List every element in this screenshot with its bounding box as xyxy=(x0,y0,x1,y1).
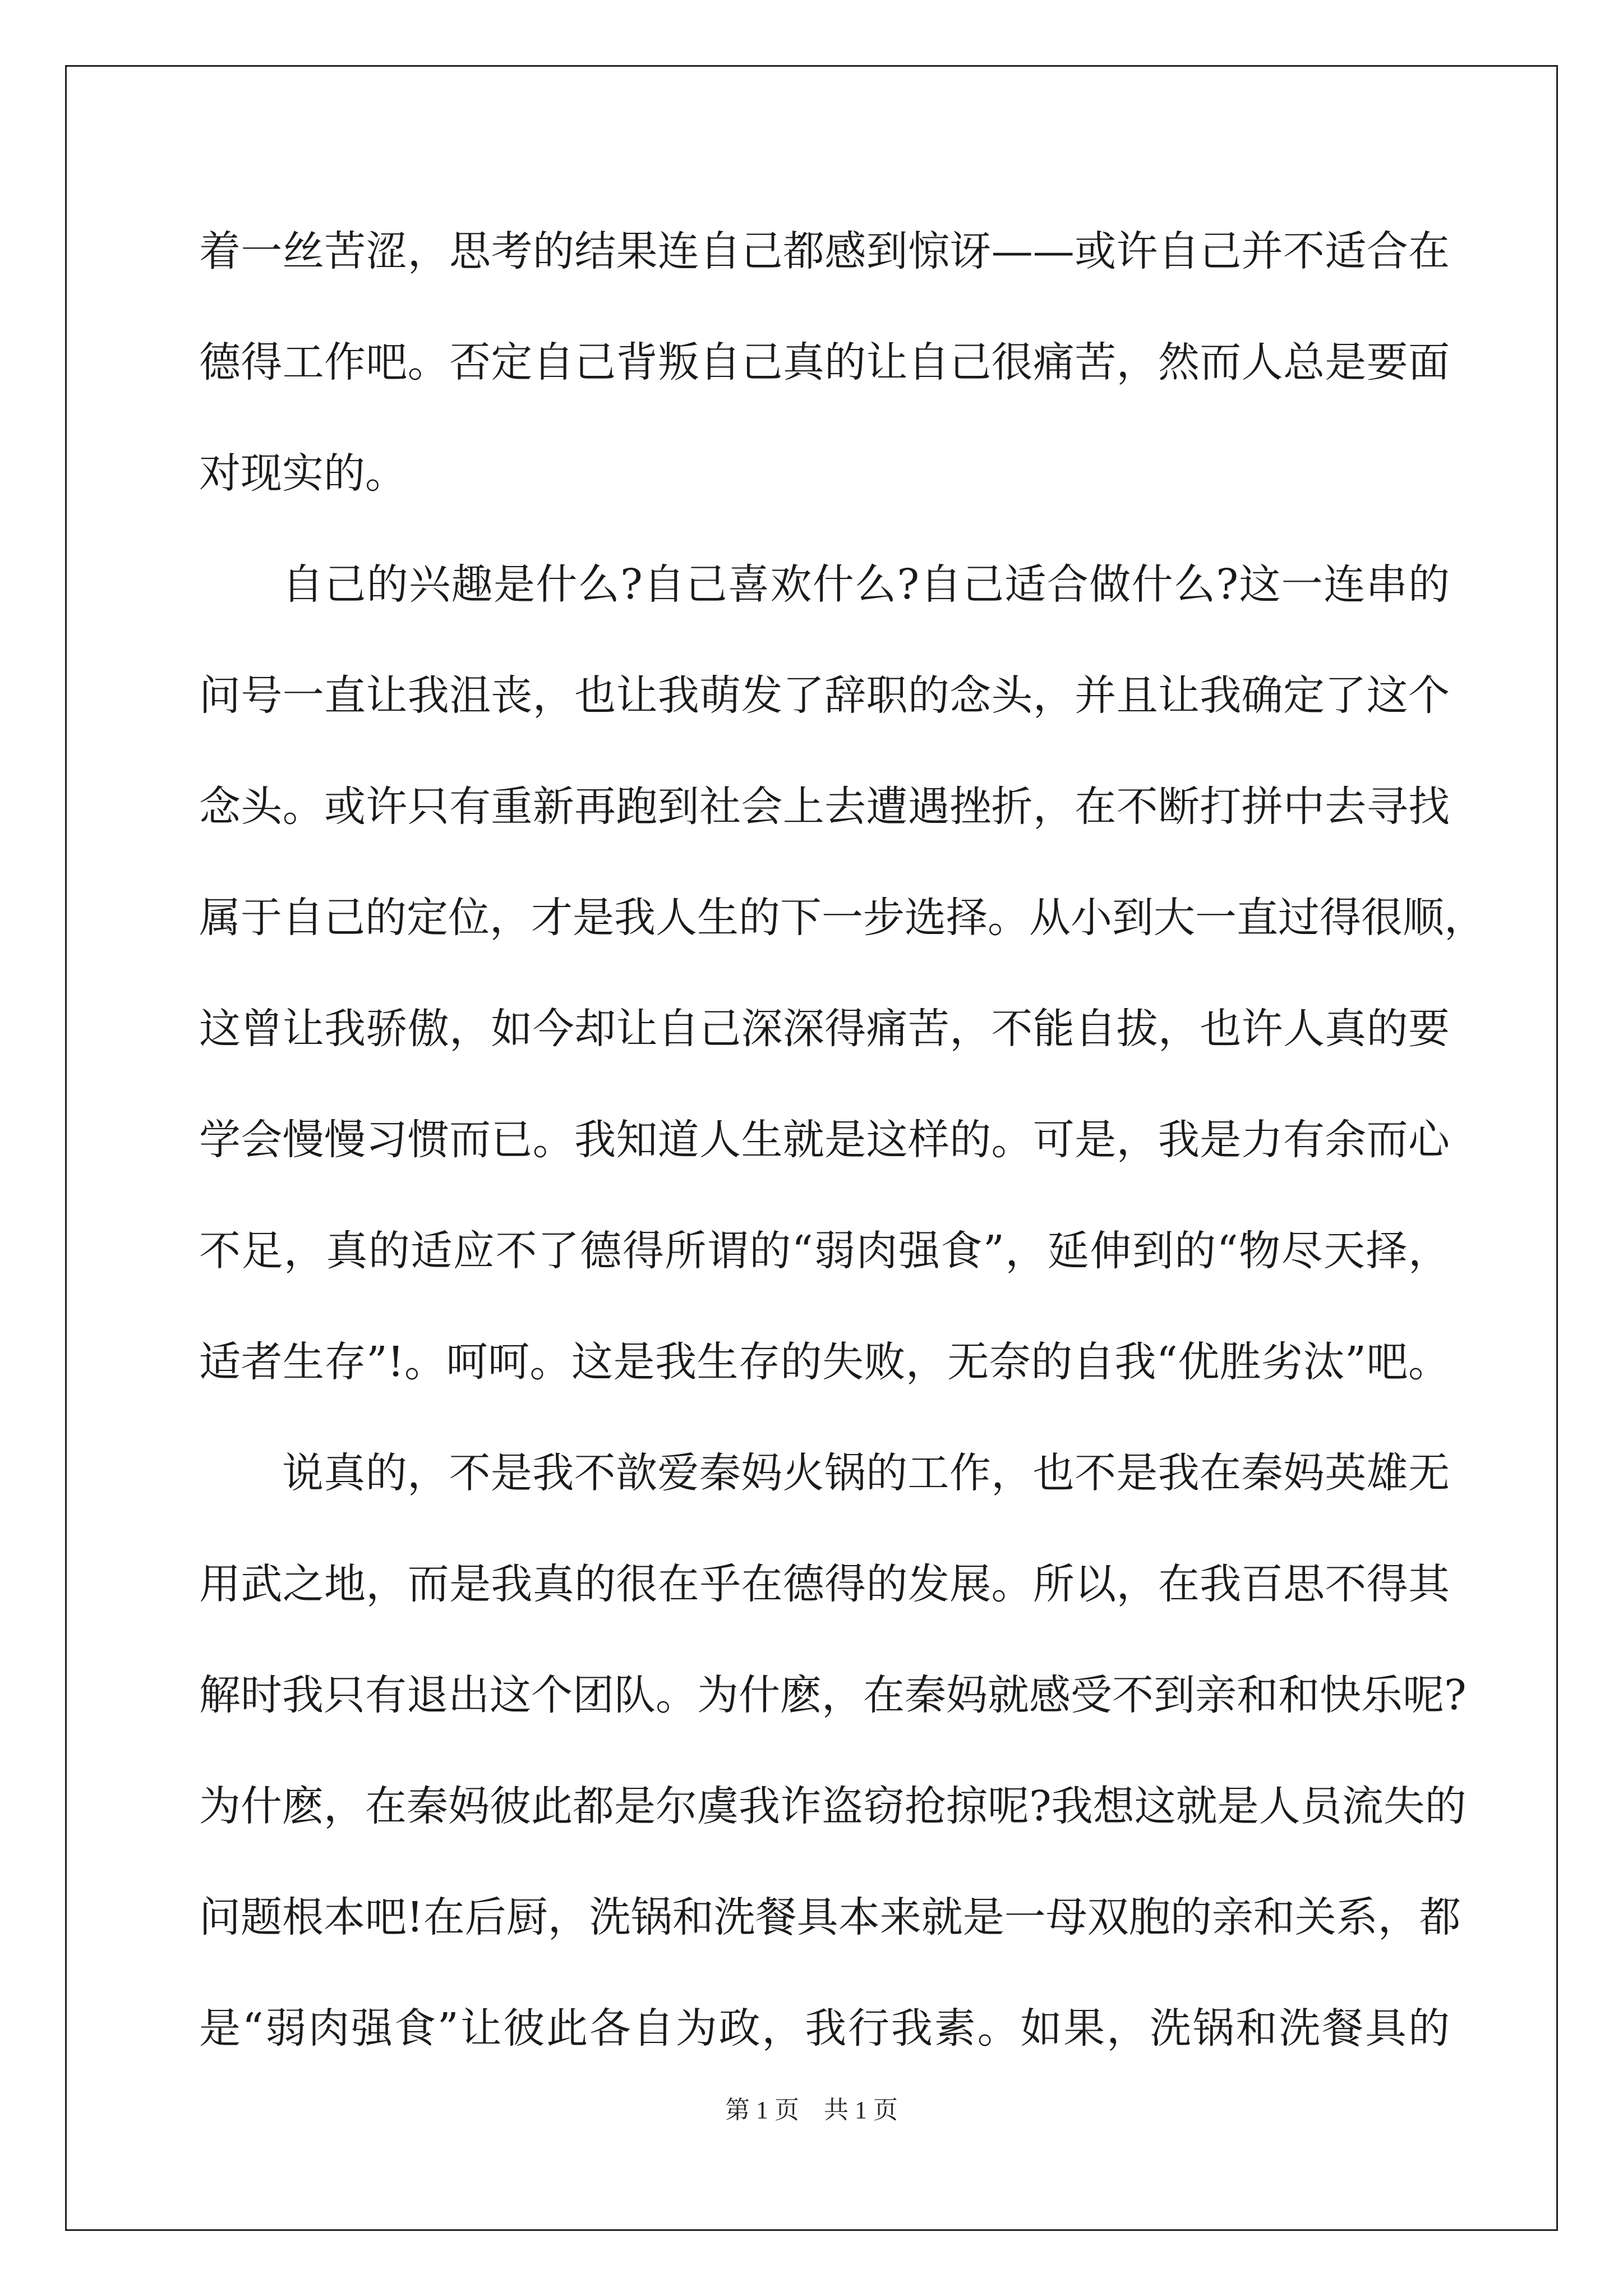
text-line: 自己的兴趣是什么?自己喜欢什么?自己适合做什么?这一连串的 xyxy=(282,560,1450,609)
text-line: 解时我只有退出这个团队。为什麽，在秦妈就感受不到亲和和快乐呢? xyxy=(199,1671,1467,1719)
text-line: 着一丝苦涩，思考的结果连自己都感到惊讶——或许自己并不适合在 xyxy=(199,227,1450,275)
document-body xyxy=(199,218,1486,2106)
text-line: 学会慢慢习惯而已。我知道人生就是这样的。可是，我是力有余而心 xyxy=(199,1116,1450,1164)
text-line: 是“弱肉强食”让彼此各自为政，我行我素。如果，洗锅和洗餐具的 xyxy=(199,2004,1450,2053)
text-line: 不足，真的适应不了德得所谓的“弱肉强食”，延伸到的“物尽天择， xyxy=(199,1227,1450,1275)
text-line: 适者生存”!。呵呵。这是我生存的失败，无奈的自我“优胜劣汰”吧。 xyxy=(199,1338,1450,1386)
text-line: 用武之地，而是我真的很在乎在德得的发展。所以，在我百思不得其 xyxy=(199,1560,1450,1608)
text-line: 问号一直让我沮丧，也让我萌发了辞职的念头，并且让我确定了这个 xyxy=(199,671,1450,720)
text-line: 问题根本吧!在后厨，洗锅和洗餐具本来就是一母双胞的亲和关系，都 xyxy=(199,1893,1461,1941)
text-line: 属于自己的定位，才是我人生的下一步选择。从小到大一直过得很顺， xyxy=(199,894,1486,942)
text-line: 这曾让我骄傲，如今却让自己深深得痛苦，不能自拔，也许人真的要 xyxy=(199,1005,1450,1053)
text-line: 德得工作吧。否定自己背叛自己真的让自己很痛苦，然而人总是要面 xyxy=(199,338,1450,386)
text-line: 说真的，不是我不歆爱秦妈火锅的工作，也不是我在秦妈英雄无 xyxy=(282,1449,1450,1497)
text-line: 对现实的。 xyxy=(199,449,407,498)
text-line: 念头。或许只有重新再跑到社会上去遭遇挫折，在不断打拼中去寻找 xyxy=(199,783,1450,831)
text-line: 为什麽，在秦妈彼此都是尔虞我诈盗窃抢掠呢?我想这就是人员流失的 xyxy=(199,1782,1467,1830)
page-number-footer: 第 1 页 共 1 页 xyxy=(725,2096,898,2124)
